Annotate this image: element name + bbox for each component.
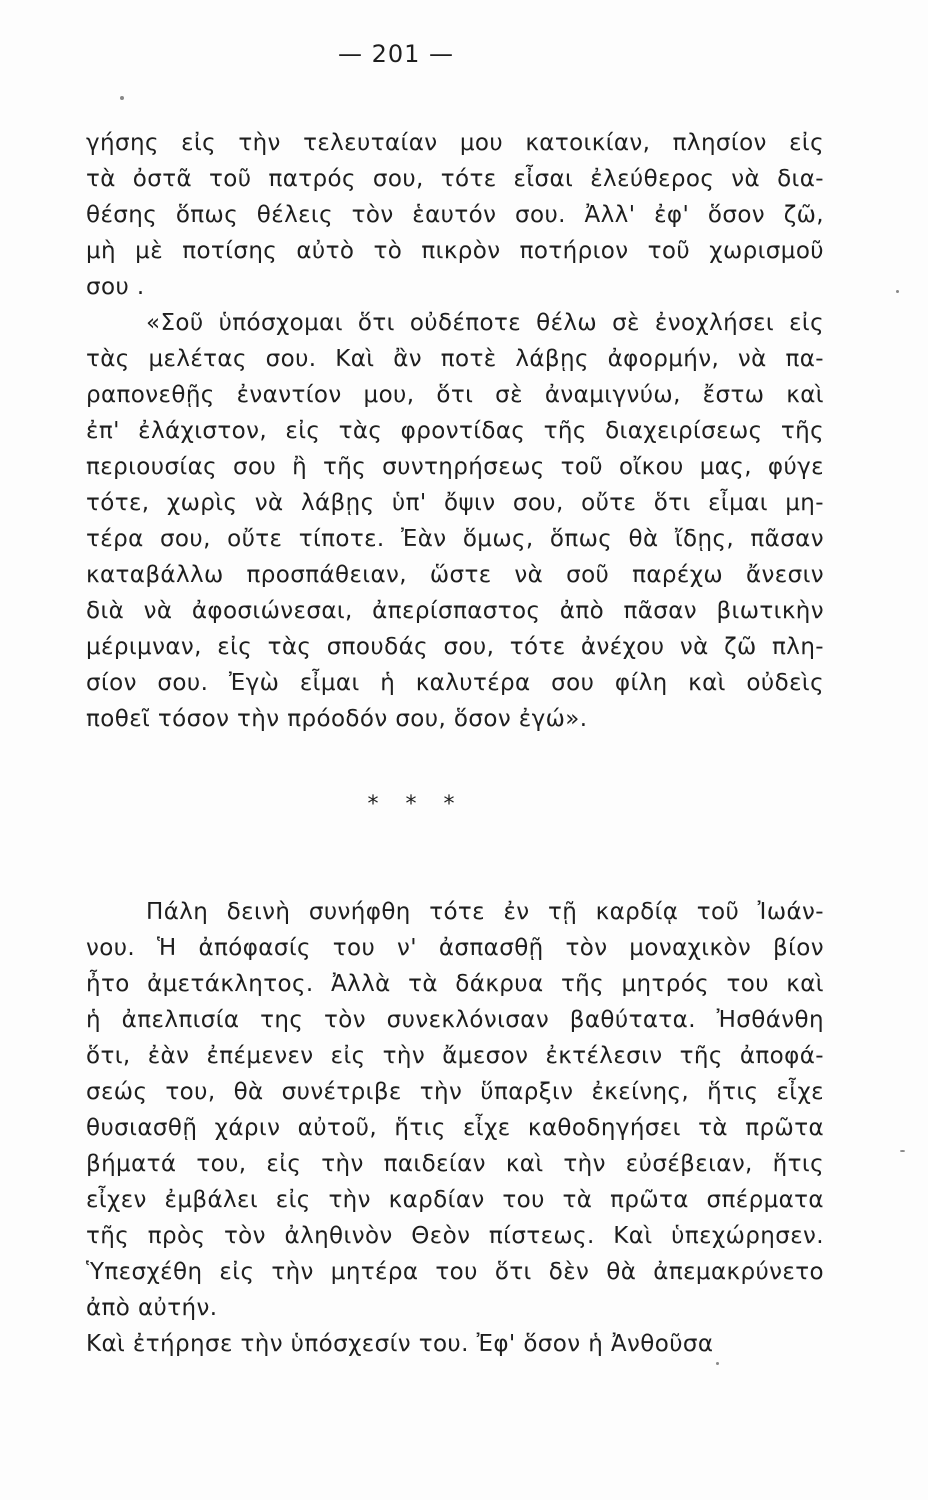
section-separator: * * * xyxy=(367,792,465,817)
text-line: ποθεῖ τόσον τὴν πρόοδόν σου, ὅσον ἐγώ». xyxy=(86,706,588,732)
page-number: — 201 — xyxy=(337,40,455,68)
text-line: διὰ νὰ ἀφοσιώνεσαι, ἀπερίσπαστος ἀπὸ πᾶσαν βιωτικὴν xyxy=(86,598,824,624)
text-line: Πάλη δεινὴ συνήφθη τότε ἐν τῇ καρδίᾳ τοῦ Ἰωάν- xyxy=(146,899,824,925)
paragraph-promise xyxy=(86,1326,824,1362)
text-line: ὅτι, ἐὰν ἐπέμενεν εἰς τὴν ἄμεσον ἐκτέλεσιν τῆς ἀποφά- xyxy=(86,1043,824,1069)
text-line: τέρα σου, οὔτε τίποτε. Ἐὰν ὅμως, ὅπως θὰ ἴδῃς, πᾶσαν xyxy=(86,526,824,552)
text-line: νου. Ἡ ἀπόφασίς του ν' ἀσπασθῇ τὸν μοναχικὸν βίον xyxy=(86,935,824,961)
text-line: ἀπὸ αὐτήν. xyxy=(86,1295,218,1321)
text-line: τὰ ὀστᾶ τοῦ πατρός σου, τότε εἶσαι ἐλεύθερος νὰ δια- xyxy=(86,166,824,192)
text-line: θυσιασθῇ χάριν αὐτοῦ, ἥτις εἶχε καθοδηγήσει τὰ πρῶτα xyxy=(86,1115,824,1141)
scan-speck xyxy=(896,290,899,293)
text-block-upper xyxy=(86,125,824,737)
text-line: Ὑπεσχέθη εἰς τὴν μητέρα του ὅτι δὲν θὰ ἀπεμακρύνετο xyxy=(86,1259,824,1285)
scan-speck xyxy=(900,1150,905,1152)
text-line: καταβάλλω προσπάθειαν, ὥστε νὰ σοῦ παρέχω ἄνεσιν xyxy=(86,562,824,588)
scan-speck xyxy=(716,1362,719,1365)
text-line: «Σοῦ ὑπόσχομαι ὅτι οὐδέποτε θέλω σὲ ἐνοχλήσει εἰς xyxy=(146,310,824,336)
paragraph-continuation xyxy=(86,125,824,305)
text-line: ραπονεθῇς ἐναντίον μου, ὅτι σὲ ἀναμιγνύω, ἔστω καὶ xyxy=(86,382,824,408)
text-line: σεώς του, θὰ συνέτριβε τὴν ὕπαρξιν ἐκείνης, ἥτις εἶχε xyxy=(86,1079,824,1105)
text-line: ἡ ἀπελπισία της τὸν συνεκλόνισαν βαθύτατα. Ἠσθάνθη xyxy=(86,1007,824,1033)
text-line: τότε, χωρὶς νὰ λάβῃς ὑπ' ὄψιν σου, οὔτε ὅτι εἶμαι μη- xyxy=(86,490,824,516)
text-line: σου . xyxy=(86,274,145,300)
text-line: γήσης εἰς τὴν τελευταίαν μου κατοικίαν, πλησίον εἰς xyxy=(86,130,824,156)
text-line: βήματά του, εἰς τὴν παιδείαν καὶ τὴν εὐσέβειαν, ἥτις xyxy=(86,1151,824,1177)
paragraph-quote xyxy=(86,305,824,737)
text-line: ἐπ' ἐλάχιστον, εἰς τὰς φροντίδας τῆς διαχειρίσεως τῆς xyxy=(86,418,824,444)
scan-speck xyxy=(120,96,124,100)
text-line: ἦτο ἀμετάκλητος. Ἀλλὰ τὰ δάκρυα τῆς μητρός του καὶ xyxy=(86,971,824,997)
text-line: τὰς μελέτας σου. Καὶ ἂν ποτὲ λάβῃς ἀφορμήν, νὰ πα- xyxy=(86,346,824,372)
text-line: εἶχεν ἐμβάλει εἰς τὴν καρδίαν του τὰ πρῶτα σπέρματα xyxy=(86,1187,824,1213)
text-line: τῆς πρὸς τὸν ἀληθινὸν Θεὸν πίστεως. Καὶ ὑπεχώρησεν. xyxy=(86,1223,824,1249)
text-line: περιουσίας σου ἢ τῆς συντηρήσεως τοῦ οἴκου μας, φύγε xyxy=(86,454,824,480)
text-block-lower xyxy=(86,894,824,1362)
text-line: θέσης ὅπως θέλεις τὸν ἑαυτόν σου. Ἀλλ' ἐφ' ὅσον ζῶ, xyxy=(86,202,824,228)
text-line: Καὶ ἐτήρησε τὴν ὑπόσχεσίν του. Ἐφ' ὅσον ἡ Ἀνθοῦσα xyxy=(86,1331,714,1357)
paragraph-struggle xyxy=(86,894,824,1326)
text-line: μέριμναν, εἰς τὰς σπουδάς σου, τότε ἀνέχου νὰ ζῶ πλη- xyxy=(86,634,824,660)
text-line: σίον σου. Ἐγὼ εἶμαι ἡ καλυτέρα σου φίλη καὶ οὐδεὶς xyxy=(86,670,824,696)
text-line: μὴ μὲ ποτίσης αὐτὸ τὸ πικρὸν ποτήριον τοῦ χωρισμοῦ xyxy=(86,238,824,264)
